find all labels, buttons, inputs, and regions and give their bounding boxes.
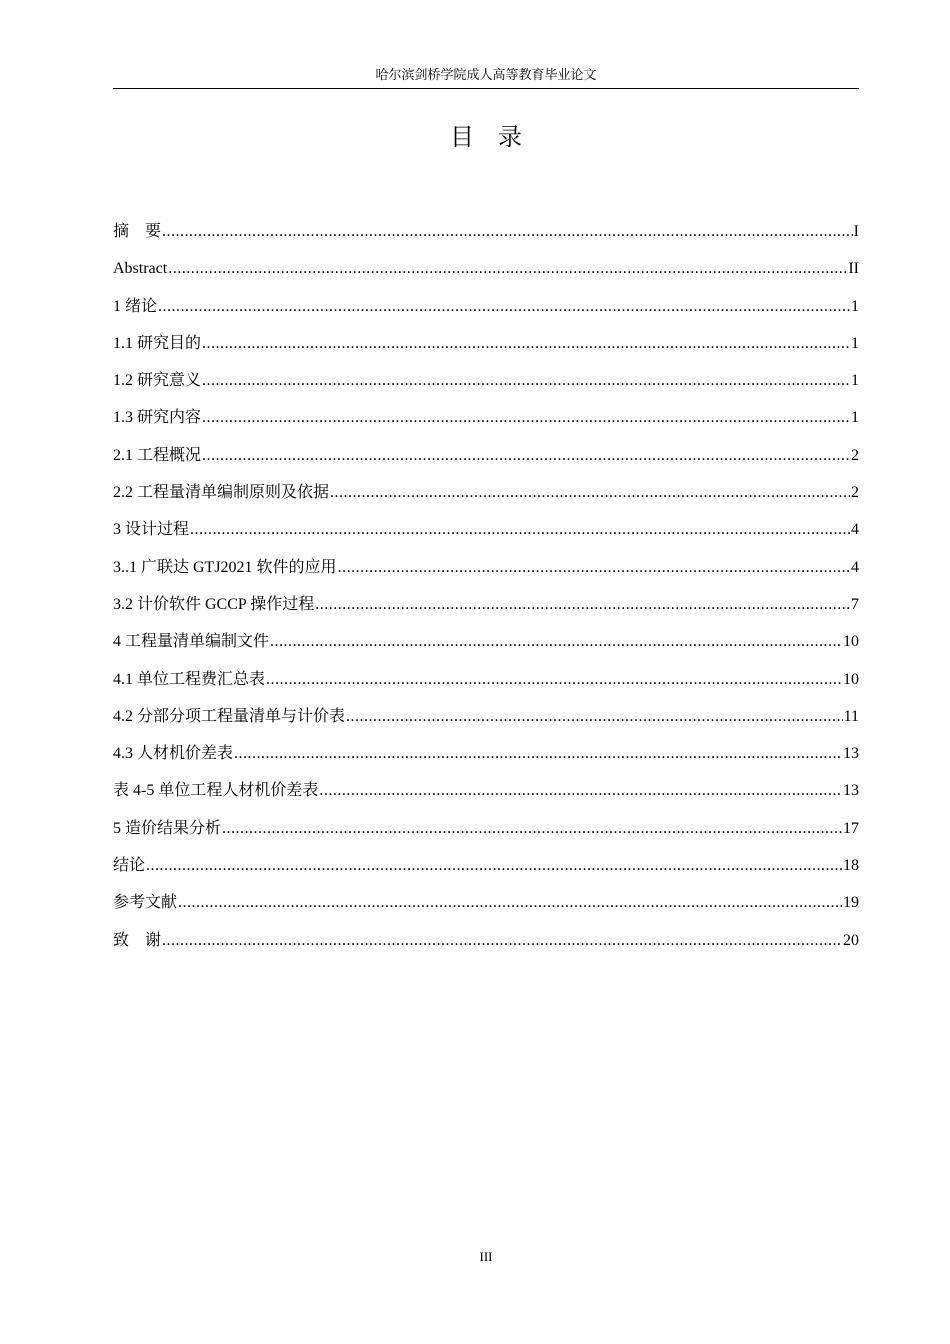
toc-leader-dots [266, 667, 842, 693]
toc-entry-page: 2 [851, 446, 859, 464]
toc-leader-dots [202, 443, 850, 469]
toc-entry[interactable] [113, 219, 859, 256]
toc-entry-label: Abstract [113, 260, 168, 278]
toc-entry-label: 4.1 单位工程费汇总表 [113, 670, 266, 688]
toc-entry-page: 13 [843, 782, 859, 800]
toc-entry[interactable] [113, 331, 859, 368]
toc-leader-dots [190, 517, 850, 543]
toc-entry-label: 4 工程量清单编制文件 [113, 633, 270, 651]
toc-entry-label: 摘要 [113, 223, 162, 240]
toc-entry[interactable] [113, 741, 859, 778]
toc-entry[interactable] [113, 517, 859, 554]
running-header: 哈尔滨剑桥学院成人高等教育毕业论文 [375, 67, 597, 82]
toc-leader-dots [315, 592, 850, 618]
toc-leader-dots [158, 294, 850, 320]
toc-entry-label: 1.2 研究意义 [113, 372, 202, 390]
page-number: III [479, 1249, 493, 1264]
toc-entry[interactable] [113, 816, 859, 853]
toc-entry-label: 1.3 研究内容 [113, 409, 202, 427]
toc-entry-label: 1 绪论 [113, 297, 158, 315]
toc-entry-label: 4.2 分部分项工程量清单与计价表 [113, 707, 346, 725]
toc-entry[interactable] [113, 853, 859, 890]
toc-entry-label: 3..1 广联达 GTJ2021 软件的应用 [113, 558, 337, 576]
toc-entry[interactable] [113, 405, 859, 442]
toc-entry[interactable] [113, 890, 859, 927]
toc-leader-dots [338, 555, 850, 581]
toc-entry[interactable] [113, 368, 859, 405]
toc-leader-dots [270, 629, 842, 655]
toc-entry[interactable] [113, 256, 859, 293]
toc-entry[interactable] [113, 443, 859, 480]
toc-entry-page: 4 [851, 521, 859, 539]
toc-entry-label: 5 造价结果分析 [113, 819, 222, 837]
toc-entry-label: 表 4-5 单位工程人材机价差表 [113, 782, 319, 800]
toc-entry-page: 4 [851, 558, 859, 576]
toc-leader-dots [202, 368, 850, 394]
toc-entry-label: 2.2 工程量清单编制原则及依据 [113, 484, 330, 502]
toc-leader-dots [222, 816, 842, 842]
toc-entry-page: 1 [851, 372, 859, 390]
toc-entry-label: 3.2 计价软件 GCCP 操作过程 [113, 595, 315, 613]
toc-leader-dots [178, 890, 842, 916]
toc-entry-label: 1.1 研究目的 [113, 334, 202, 352]
toc-entry-label: 参考文献 [113, 894, 178, 912]
toc-entry-page: 19 [843, 894, 859, 912]
toc-entry-page: II [848, 260, 859, 278]
toc-leader-dots [168, 256, 847, 282]
toc-entry-page: 17 [843, 819, 859, 837]
toc-leader-dots [346, 704, 843, 730]
toc-leader-dots [234, 741, 842, 767]
toc-leader-dots [162, 219, 853, 245]
toc-entry-page: 1 [851, 334, 859, 352]
toc-leader-dots [202, 405, 850, 431]
toc-entry[interactable] [113, 928, 859, 965]
toc-leader-dots [202, 331, 850, 357]
toc-entry[interactable] [113, 778, 859, 815]
toc-entry-page: 10 [843, 633, 859, 651]
toc-entry-page: 11 [843, 707, 859, 725]
toc-entry-page: I [853, 223, 859, 240]
toc-entry[interactable] [113, 629, 859, 666]
toc-entry-page: 13 [843, 745, 859, 763]
toc-entry[interactable] [113, 704, 859, 741]
toc-entry[interactable] [113, 555, 859, 592]
toc-entry-label: 结论 [113, 857, 146, 875]
toc-entry-label: 2.1 工程概况 [113, 446, 202, 464]
toc-entry-label: 致谢 [113, 931, 162, 949]
toc-entry[interactable] [113, 592, 859, 629]
toc-entry-page: 20 [843, 931, 859, 949]
toc-leader-dots [146, 853, 842, 879]
toc-leader-dots [330, 480, 850, 506]
toc-entry[interactable] [113, 294, 859, 331]
toc-entry-page: 2 [851, 484, 859, 502]
toc-leader-dots [162, 928, 842, 954]
header-rule [113, 88, 859, 89]
toc-entry-label: 4.3 人材机价差表 [113, 745, 234, 763]
table-of-contents [113, 219, 859, 965]
toc-entry-page: 1 [851, 297, 859, 315]
toc-entry-page: 7 [851, 595, 859, 613]
toc-entry[interactable] [113, 667, 859, 704]
toc-entry-page: 18 [843, 857, 859, 875]
page-title: 目录 [450, 125, 546, 151]
toc-entry-page: 10 [843, 670, 859, 688]
toc-entry-page: 1 [851, 409, 859, 427]
toc-entry[interactable] [113, 480, 859, 517]
toc-leader-dots [319, 778, 842, 804]
toc-entry-label: 3 设计过程 [113, 521, 190, 539]
